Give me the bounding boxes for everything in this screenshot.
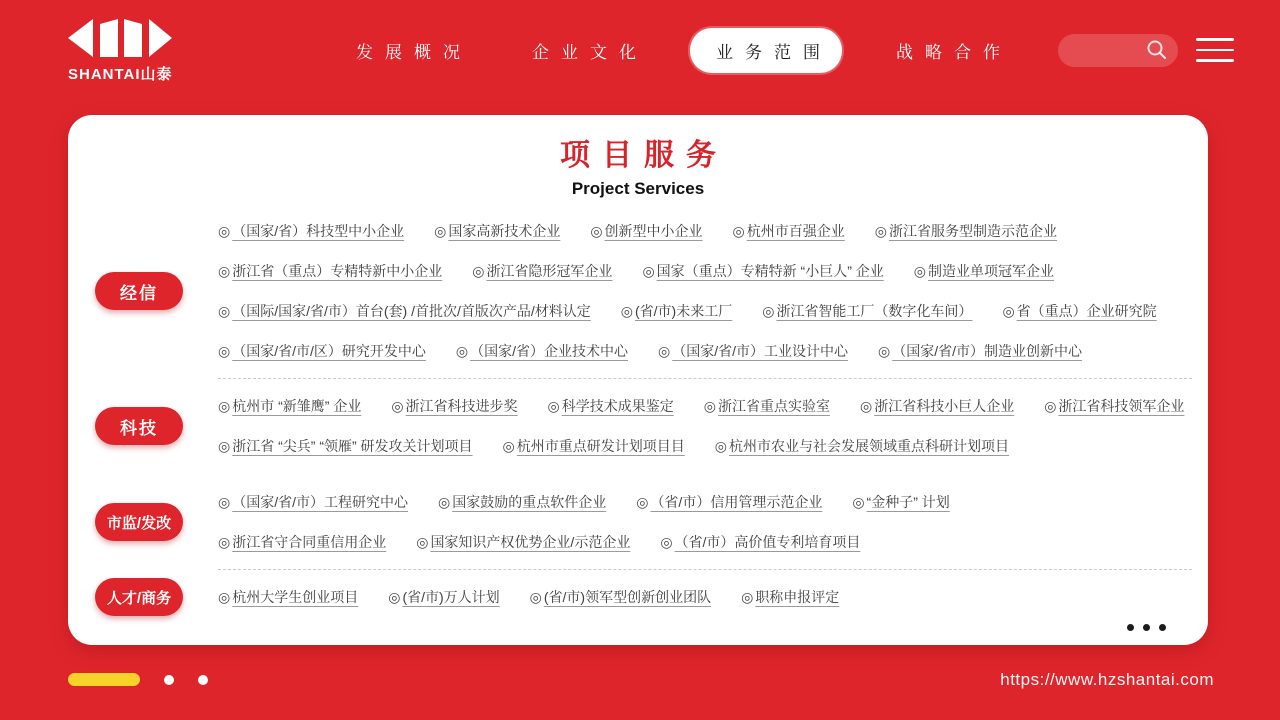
bullseye-icon: ◎: [878, 343, 891, 359]
service-item[interactable]: [530, 577, 711, 617]
bullseye-icon: ◎: [388, 589, 401, 605]
service-item[interactable]: [434, 211, 560, 251]
service-item[interactable]: [218, 577, 358, 617]
service-item[interactable]: [548, 386, 674, 426]
bullseye-icon: ◎: [391, 398, 404, 414]
bullseye-icon: ◎: [762, 303, 775, 319]
bullseye-icon: ◎: [1002, 303, 1015, 319]
main-nav: [338, 28, 1018, 73]
service-item-label: （国际/国家/省/市）首台(套) /首批次/首版次产品/材料认定: [232, 303, 591, 319]
service-item[interactable]: [1002, 291, 1156, 331]
carousel-indicator-3[interactable]: [198, 675, 208, 685]
carousel-indicator-2[interactable]: [164, 675, 174, 685]
bullseye-icon: ◎: [218, 343, 231, 359]
project-services-card: [68, 115, 1208, 645]
service-item[interactable]: [218, 386, 361, 426]
category-column: [68, 272, 218, 310]
service-item-label: 杭州市百强企业: [746, 223, 845, 239]
section-keji: [68, 386, 1208, 466]
service-item[interactable]: [878, 331, 1082, 371]
category-pill-jingxin[interactable]: 经信: [95, 272, 183, 310]
bullseye-icon: ◎: [502, 438, 515, 454]
bullseye-icon: ◎: [218, 589, 231, 605]
category-column: [68, 503, 218, 541]
bullseye-icon: ◎: [714, 438, 727, 454]
service-rows: [218, 577, 1208, 617]
bullseye-icon: ◎: [874, 223, 887, 239]
service-item[interactable]: [1044, 386, 1184, 426]
service-item[interactable]: [642, 251, 883, 291]
service-item-label: 浙江省（重点）专精特新中小企业: [232, 263, 443, 279]
brand-logo[interactable]: [68, 16, 173, 84]
nav-item-business-scope[interactable]: 业务范围: [690, 28, 842, 73]
service-rows: [218, 211, 1208, 371]
bullseye-icon: ◎: [218, 303, 231, 319]
service-item-label: （国家/省/市）工程研究中心: [232, 494, 408, 510]
bullseye-icon: ◎: [218, 534, 231, 550]
service-item-label: （国家/省/市）工业设计中心: [672, 343, 848, 359]
section-jingxin: [68, 211, 1208, 371]
service-item[interactable]: [388, 577, 499, 617]
bullseye-icon: ◎: [859, 398, 873, 414]
category-pill-keji[interactable]: 科技: [95, 407, 183, 445]
service-item-label: 浙江省 “尖兵” “领雁” 研发攻关计划项目: [232, 438, 473, 454]
category-column: [68, 407, 218, 445]
service-item-label: 国家鼓励的重点软件企业: [452, 494, 607, 510]
service-item-label: “金种子” 计划: [866, 494, 950, 510]
service-item-label: 职称申报评定: [755, 589, 840, 605]
service-item-label: 浙江省智能工厂（数字化车间）: [776, 303, 973, 319]
page-title: 项目服务: [560, 139, 728, 172]
bullseye-icon: ◎: [472, 263, 485, 279]
service-item[interactable]: [733, 211, 845, 251]
service-item[interactable]: [438, 482, 606, 522]
service-row: [218, 331, 1194, 371]
service-item-label: 省（重点）企业研究院: [1016, 303, 1157, 319]
service-item-label: 国家高新技术企业: [448, 223, 561, 239]
service-item[interactable]: [218, 522, 386, 562]
section-rencai-shangwu: [68, 577, 1208, 617]
brand-logo-icon: [68, 16, 172, 60]
menu-icon[interactable]: [1196, 38, 1234, 62]
bullseye-icon: ◎: [913, 263, 926, 279]
section-divider: [218, 569, 1192, 570]
bullseye-icon: ◎: [1044, 398, 1057, 414]
service-item[interactable]: [218, 331, 426, 371]
section-divider: [218, 378, 1192, 379]
bullseye-icon: ◎: [642, 263, 655, 279]
service-row: [218, 211, 1194, 251]
bullseye-icon: ◎: [218, 398, 231, 414]
search-input[interactable]: [1058, 34, 1178, 67]
bullseye-icon: ◎: [732, 223, 745, 239]
nav-item-corporate-culture[interactable]: 企业文化: [532, 42, 648, 62]
nav-item-development-overview[interactable]: 发展概况: [356, 42, 472, 62]
bullseye-icon: ◎: [658, 343, 671, 359]
service-row: [218, 522, 1194, 562]
service-item[interactable]: [860, 386, 1014, 426]
service-item[interactable]: [218, 426, 473, 466]
carousel-indicators: [68, 673, 208, 686]
service-item[interactable]: [852, 482, 949, 522]
site-url: https://www.hzshantai.com: [1000, 670, 1214, 689]
bullseye-icon: ◎: [434, 223, 447, 239]
bullseye-icon: ◎: [741, 589, 754, 605]
bullseye-icon: ◎: [636, 494, 649, 510]
service-item-label: 浙江省科技小巨人企业: [874, 398, 1015, 414]
bullseye-icon: ◎: [590, 223, 603, 239]
service-row: [218, 577, 1194, 617]
service-item-label: 制造业单项冠军企业: [927, 263, 1054, 279]
service-item-label: (省/市)未来工厂: [635, 303, 733, 319]
top-nav-bar: [0, 0, 1280, 100]
service-item[interactable]: [621, 291, 732, 331]
bullseye-icon: ◎: [438, 494, 451, 510]
service-row: [218, 426, 1194, 466]
bullseye-icon: ◎: [218, 438, 231, 454]
service-item-label: (省/市)领军型创新创业团队: [543, 589, 712, 605]
service-item[interactable]: [590, 211, 702, 251]
bullseye-icon: ◎: [218, 223, 231, 239]
service-item-label: (省/市)万人计划: [402, 589, 500, 605]
service-item[interactable]: [218, 251, 442, 291]
category-column: [68, 578, 218, 616]
more-indicator[interactable]: [1127, 624, 1166, 631]
bullseye-icon: ◎: [547, 398, 560, 414]
service-item[interactable]: [660, 522, 860, 562]
service-item-label: 杭州市重点研发计划项目目: [516, 438, 685, 454]
service-item[interactable]: [456, 331, 628, 371]
service-item-label: 浙江省隐形冠军企业: [486, 263, 613, 279]
bullseye-icon: ◎: [416, 534, 429, 550]
category-pill-shijian-fagai[interactable]: 市监/发改: [95, 503, 183, 541]
service-item[interactable]: [391, 386, 517, 426]
service-item-label: 浙江省守合同重信用企业: [232, 534, 387, 550]
carousel-indicator-active[interactable]: [68, 673, 140, 686]
search-icon: [1146, 39, 1168, 61]
service-item[interactable]: [704, 386, 830, 426]
service-item-label: （国家/省）科技型中小企业: [232, 223, 405, 239]
service-item-label: 科学技术成果鉴定: [561, 398, 674, 414]
service-item-label: （省/市）高价值专利培育项目: [674, 534, 861, 550]
service-item[interactable]: [636, 482, 822, 522]
service-item-label: 国家（重点）专精特新 “小巨人” 企业: [656, 263, 884, 279]
service-item-label: 杭州市 “新雏鹰” 企业: [232, 398, 362, 414]
bullseye-icon: ◎: [852, 494, 865, 510]
bullseye-icon: ◎: [218, 263, 231, 279]
service-rows: [218, 386, 1208, 466]
section-shijian-fagai: [68, 482, 1208, 562]
nav-item-strategic-cooperation[interactable]: 战略合作: [896, 42, 1012, 62]
service-rows: [218, 482, 1208, 562]
service-item-label: （省/市）信用管理示范企业: [650, 494, 823, 510]
service-item[interactable]: [218, 291, 591, 331]
bullseye-icon: ◎: [455, 343, 469, 359]
service-item[interactable]: [416, 522, 630, 562]
service-item-label: 杭州大学生创业项目: [232, 589, 359, 605]
service-item-label: （国家/省/市）制造业创新中心: [892, 343, 1082, 359]
category-pill-rencai-shangwu[interactable]: 人才/商务: [95, 578, 183, 616]
service-row: [218, 482, 1194, 522]
bullseye-icon: ◎: [529, 589, 542, 605]
service-item[interactable]: [472, 251, 612, 291]
service-item[interactable]: [914, 251, 1054, 291]
service-item-label: 浙江省科技进步奖: [405, 398, 518, 414]
service-item[interactable]: [715, 426, 1009, 466]
service-item-label: （国家/省）企业技术中心: [470, 343, 628, 359]
bullseye-icon: ◎: [703, 398, 716, 414]
bullseye-icon: ◎: [218, 494, 231, 510]
service-item-label: 浙江省科技领军企业: [1058, 398, 1185, 414]
bullseye-icon: ◎: [620, 303, 633, 319]
service-row: [218, 251, 1194, 291]
page-subtitle: Project Services: [571, 179, 705, 198]
service-item[interactable]: [503, 426, 685, 466]
service-item-label: 浙江省重点实验室: [717, 398, 830, 414]
service-item-label: 杭州市农业与社会发展领域重点科研计划项目: [728, 438, 1009, 454]
service-item-label: 国家知识产权优势企业/示范企业: [430, 534, 631, 550]
service-row: [218, 386, 1194, 426]
service-item-label: 创新型中小企业: [604, 223, 703, 239]
service-item[interactable]: [658, 331, 848, 371]
service-row: [218, 291, 1194, 331]
service-item[interactable]: [218, 482, 408, 522]
service-item[interactable]: [762, 291, 972, 331]
service-item[interactable]: [875, 211, 1057, 251]
bullseye-icon: ◎: [660, 534, 673, 550]
service-item[interactable]: [741, 577, 839, 617]
service-item-label: （国家/省/市/区）研究开发中心: [232, 343, 426, 359]
service-sections: [68, 211, 1208, 617]
service-item-label: 浙江省服务型制造示范企业: [888, 223, 1057, 239]
brand-logo-text: SHANTAI山泰: [68, 66, 173, 83]
service-item[interactable]: [218, 211, 404, 251]
